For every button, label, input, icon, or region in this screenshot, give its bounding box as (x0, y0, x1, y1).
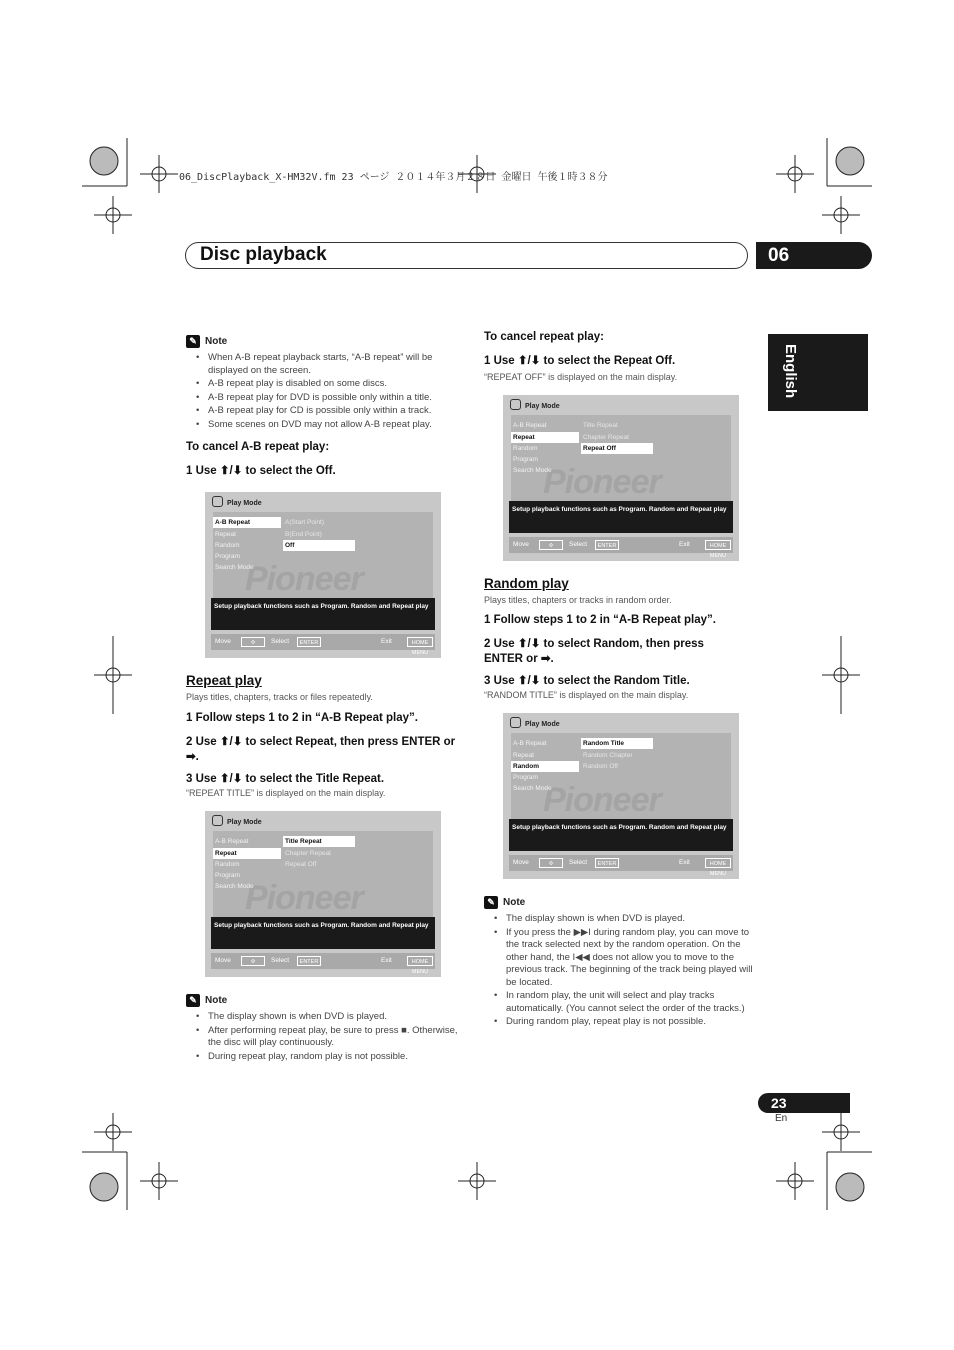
osd-home-menu-key: HOME MENU (705, 858, 731, 868)
random-play-title: Random play (484, 576, 569, 591)
osd-item-repeat: Repeat (215, 531, 236, 538)
osd-item-program: Program (513, 456, 538, 463)
play-mode-icon (212, 815, 223, 826)
osd-screen-ab-off (205, 492, 441, 658)
arrows-icon: ✣ (241, 637, 265, 647)
note-item: • When A-B repeat playback starts, “A-B repeat” will be displayed on the screen. (186, 352, 466, 377)
note-item: • The display shown is when DVD is played. (484, 913, 764, 926)
arrows-icon: ✣ (539, 540, 563, 550)
osd-button-bar (211, 634, 435, 656)
osd-option-selected: Title Repeat (283, 836, 355, 847)
repeat-step-2: 2 Use ⬆/⬇ to select Repeat, then press ENTER or ➡. (186, 736, 456, 763)
osd-exit-label: Exit (679, 541, 690, 548)
cancel-ab-step-1: 1 Use ⬆/⬇ to select the Off. (186, 465, 336, 477)
osd-select-label: Select (271, 638, 290, 645)
osd-menu-title: Play Mode (227, 500, 262, 507)
osd-option-selected: Repeat Off (581, 443, 653, 454)
arrows-icon: ✣ (241, 956, 265, 966)
osd-button-bar (211, 953, 435, 975)
chapter-number: 06 (756, 242, 872, 269)
osd-home-menu-key: HOME MENU (705, 540, 731, 550)
pioneer-logo: Pioneer (543, 463, 661, 501)
random-play-desc: Plays titles, chapters or tracks in random order. (484, 595, 672, 605)
osd-select-label: Select (569, 859, 588, 866)
note-icon: ✎ (186, 335, 200, 348)
note-item: • If you press the ▶▶I during random play, you can move to the track selected next by the random operation. On the other hand, the I◀◀ does not allow you to move to the previous track. The beginning of the track being played will be located. (484, 927, 764, 990)
random-step-2: 2 Use ⬆/⬇ to select Random, then press ENTER or ➡. (484, 638, 704, 665)
repeat-play-title: Repeat play (186, 673, 262, 688)
osd-item-search-mode: Search Mode (215, 564, 254, 571)
language-tab (768, 334, 868, 411)
cancel-repeat-step-1: 1 Use ⬆/⬇ to select the Repeat Off. (484, 355, 676, 367)
language-tab-label: English (782, 344, 799, 399)
note-item: • During repeat play, random play is not possible. (186, 1051, 466, 1064)
osd-enter-key: ENTER (595, 858, 619, 868)
osd-option: B(End Point) (285, 531, 322, 538)
repeat-step-3-sub: “REPEAT TITLE” is displayed on the main display. (186, 788, 386, 798)
osd-item-program: Program (215, 872, 240, 879)
osd-button-bar (509, 855, 733, 877)
osd-exit-label: Exit (381, 638, 392, 645)
osd-option: Chapter Repeat (583, 434, 629, 441)
random-step-1: 1 Follow steps 1 to 2 in “A-B Repeat play”. (484, 614, 716, 626)
osd-item-ab-repeat: A-B Repeat (213, 517, 281, 528)
play-mode-icon (212, 496, 223, 507)
osd-item-repeat: Repeat (213, 848, 281, 859)
osd-enter-key: ENTER (595, 540, 619, 550)
note-random (484, 896, 764, 1030)
osd-option: Chapter Repeat (285, 850, 331, 857)
osd-item-program: Program (215, 553, 240, 560)
osd-option: Title Repeat (583, 422, 618, 429)
note-label: Note (205, 995, 228, 1006)
osd-menu-title: Play Mode (525, 721, 560, 728)
file-info-line: 06_DiscPlayback_X-HM32V.fm 23 ページ ２０１４年３月２８日 金曜日 午後１時３８分 (179, 172, 608, 183)
page-language: En (775, 1113, 788, 1124)
osd-item-ab-repeat: A-B Repeat (215, 838, 249, 845)
osd-item-search-mode: Search Mode (513, 467, 552, 474)
osd-item-repeat: Repeat (513, 752, 534, 759)
note-icon: ✎ (186, 994, 200, 1007)
note-item: • A-B repeat play for DVD is possible only within a title. (186, 392, 466, 405)
cancel-repeat-sub: “REPEAT OFF” is displayed on the main display. (484, 372, 678, 382)
osd-item-random: Random (215, 542, 240, 549)
osd-option: A(Start Point) (285, 519, 325, 526)
osd-move-label: Move (513, 859, 529, 866)
osd-help-text: Setup playback functions such as Program. Random and Repeat play (211, 917, 435, 949)
note-item: • A-B repeat play for CD is possible only within a track. (186, 405, 466, 418)
osd-move-label: Move (215, 957, 231, 964)
repeat-play-desc: Plays titles, chapters, tracks or files repeatedly. (186, 692, 373, 702)
osd-help-text: Setup playback functions such as Program. Random and Repeat play (509, 819, 733, 851)
osd-option: Repeat Off (285, 861, 317, 868)
osd-item-ab-repeat: A-B Repeat (513, 422, 547, 429)
play-mode-icon (510, 399, 521, 410)
osd-option: Random Off (583, 763, 618, 770)
osd-button-bar (509, 537, 733, 559)
note-item: • A-B repeat play is disabled on some discs. (186, 378, 466, 391)
note-icon: ✎ (484, 896, 498, 909)
cancel-repeat-heading: To cancel repeat play: (484, 331, 604, 343)
osd-enter-key: ENTER (297, 637, 321, 647)
osd-item-search-mode: Search Mode (513, 785, 552, 792)
osd-select-label: Select (271, 957, 290, 964)
osd-menu-title: Play Mode (525, 403, 560, 410)
osd-option: Random Chapter (583, 752, 633, 759)
osd-item-random: Random (215, 861, 240, 868)
note-item: • In random play, the unit will select and play tracks automatically. (You cannot select the order of the tracks.) (484, 990, 764, 1015)
osd-item-repeat: Repeat (511, 432, 579, 443)
pioneer-logo: Pioneer (245, 560, 363, 598)
osd-move-label: Move (513, 541, 529, 548)
play-mode-icon (510, 717, 521, 728)
arrows-icon: ✣ (539, 858, 563, 868)
cancel-ab-heading: To cancel A-B repeat play: (186, 441, 330, 453)
osd-item-random: Random (511, 761, 579, 772)
repeat-step-1: 1 Follow steps 1 to 2 in “A-B Repeat play”. (186, 712, 418, 724)
osd-menu-title: Play Mode (227, 819, 262, 826)
osd-help-text: Setup playback functions such as Program. Random and Repeat play (509, 501, 733, 533)
osd-home-menu-key: HOME MENU (407, 956, 433, 966)
osd-move-label: Move (215, 638, 231, 645)
pioneer-logo: Pioneer (245, 879, 363, 917)
pioneer-logo: Pioneer (543, 781, 661, 819)
chapter-title: Disc playback (200, 244, 327, 265)
osd-option-selected: Off (283, 540, 355, 551)
osd-item-search-mode: Search Mode (215, 883, 254, 890)
note-item: • After performing repeat play, be sure to press ■. Otherwise, the disc will play continuously. (186, 1025, 466, 1050)
note-item: • Some scenes on DVD may not allow A-B repeat play. (186, 419, 466, 432)
osd-home-menu-key: HOME MENU (407, 637, 433, 647)
page-number: 23 (758, 1093, 850, 1113)
random-step-3-sub: “RANDOM TITLE” is displayed on the main display. (484, 690, 689, 700)
osd-enter-key: ENTER (297, 956, 321, 966)
note-item: • During random play, repeat play is not possible. (484, 1016, 764, 1029)
osd-item-ab-repeat: A-B Repeat (513, 740, 547, 747)
note-ab-repeat (186, 335, 466, 432)
note-item: • The display shown is when DVD is played. (186, 1011, 466, 1024)
osd-screen-repeat-off (503, 395, 739, 561)
osd-item-random: Random (513, 445, 538, 452)
osd-screen-random (503, 713, 739, 879)
osd-screen-title-repeat (205, 811, 441, 977)
random-step-3: 3 Use ⬆/⬇ to select the Random Title. (484, 675, 690, 687)
osd-exit-label: Exit (679, 859, 690, 866)
osd-select-label: Select (569, 541, 588, 548)
repeat-step-3: 3 Use ⬆/⬇ to select the Title Repeat. (186, 773, 385, 785)
note-repeat (186, 994, 466, 1064)
note-label: Note (503, 897, 526, 908)
note-label: Note (205, 336, 228, 347)
osd-item-program: Program (513, 774, 538, 781)
osd-option-selected: Random Title (581, 738, 653, 749)
osd-exit-label: Exit (381, 957, 392, 964)
osd-help-text: Setup playback functions such as Program. Random and Repeat play (211, 598, 435, 630)
